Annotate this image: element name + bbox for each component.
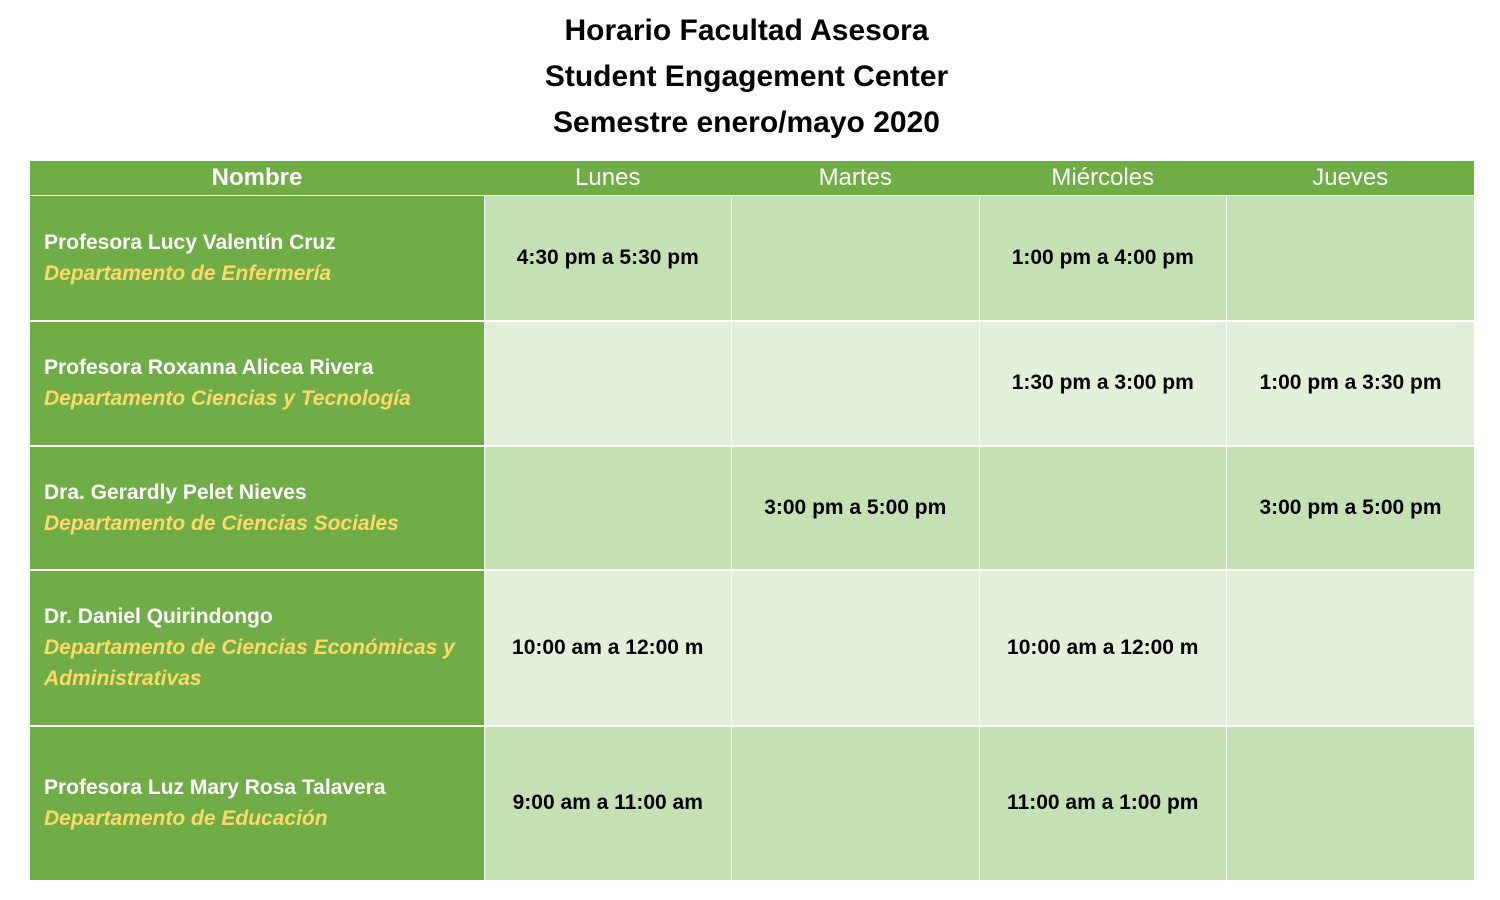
title-line-3: Semestre enero/mayo 2020 bbox=[553, 106, 940, 139]
time-cell-jueves: 3:00 pm a 5:00 pm bbox=[1227, 446, 1475, 570]
column-header-lunes: Lunes bbox=[484, 161, 732, 196]
header-row bbox=[30, 161, 1474, 196]
faculty-department: Departamento de Ciencias Sociales bbox=[44, 511, 399, 535]
time-cell-lunes bbox=[484, 321, 732, 446]
faculty-cell bbox=[30, 321, 484, 446]
time-cell-miercoles: 1:00 pm a 4:00 pm bbox=[979, 196, 1227, 321]
time-cell-martes bbox=[732, 726, 980, 881]
faculty-name: Profesora Lucy Valentín Cruz bbox=[44, 230, 336, 254]
time-cell-lunes: 10:00 am a 12:00 m bbox=[484, 570, 732, 726]
column-header-nombre: Nombre bbox=[30, 161, 484, 196]
table-row bbox=[30, 196, 1474, 321]
title-line-2: Student Engagement Center bbox=[544, 60, 949, 93]
time-cell-jueves bbox=[1227, 570, 1475, 726]
column-header-jueves: Jueves bbox=[1227, 161, 1475, 196]
faculty-cell bbox=[30, 570, 484, 726]
faculty-name: Profesora Luz Mary Rosa Talavera bbox=[44, 776, 386, 799]
faculty-department: Departamento de Ciencias Económicas y Administrativas bbox=[44, 636, 455, 690]
time-cell-lunes bbox=[484, 446, 732, 570]
table-row bbox=[30, 726, 1474, 881]
faculty-department: Departamento de Educación bbox=[44, 807, 328, 830]
faculty-cell bbox=[30, 446, 484, 570]
time-cell-miercoles bbox=[979, 446, 1227, 570]
title-line-1: Horario Facultad Asesora bbox=[564, 14, 929, 47]
time-cell-miercoles: 1:30 pm a 3:00 pm bbox=[979, 321, 1227, 446]
column-header-martes: Martes bbox=[732, 161, 980, 196]
time-cell-lunes: 9:00 am a 11:00 am bbox=[484, 726, 732, 881]
time-cell-lunes: 4:30 pm a 5:30 pm bbox=[484, 196, 732, 321]
column-header-miercoles: Miércoles bbox=[979, 161, 1227, 196]
faculty-name: Profesora Roxanna Alicea Rivera bbox=[44, 356, 374, 379]
time-cell-miercoles: 11:00 am a 1:00 pm bbox=[979, 726, 1227, 881]
faculty-department: Departamento Ciencias y Tecnología bbox=[44, 387, 411, 410]
table-row bbox=[30, 570, 1474, 726]
time-cell-martes bbox=[732, 321, 980, 446]
time-cell-martes bbox=[732, 196, 980, 321]
faculty-name: Dr. Daniel Quirindongo bbox=[44, 605, 273, 628]
time-cell-martes bbox=[732, 570, 980, 726]
table-row bbox=[30, 446, 1474, 570]
time-cell-martes: 3:00 pm a 5:00 pm bbox=[732, 446, 980, 570]
faculty-department: Departamento de Enfermería bbox=[44, 261, 332, 285]
time-cell-miercoles: 10:00 am a 12:00 m bbox=[979, 570, 1227, 726]
faculty-cell bbox=[30, 726, 484, 881]
schedule-table bbox=[30, 161, 1474, 882]
document-title bbox=[0, 8, 1493, 146]
faculty-cell bbox=[30, 196, 484, 321]
time-cell-jueves bbox=[1227, 196, 1475, 321]
time-cell-jueves: 1:00 pm a 3:30 pm bbox=[1227, 321, 1475, 446]
faculty-name: Dra. Gerardly Pelet Nieves bbox=[44, 480, 307, 504]
time-cell-jueves bbox=[1227, 726, 1475, 881]
table-row bbox=[30, 321, 1474, 446]
